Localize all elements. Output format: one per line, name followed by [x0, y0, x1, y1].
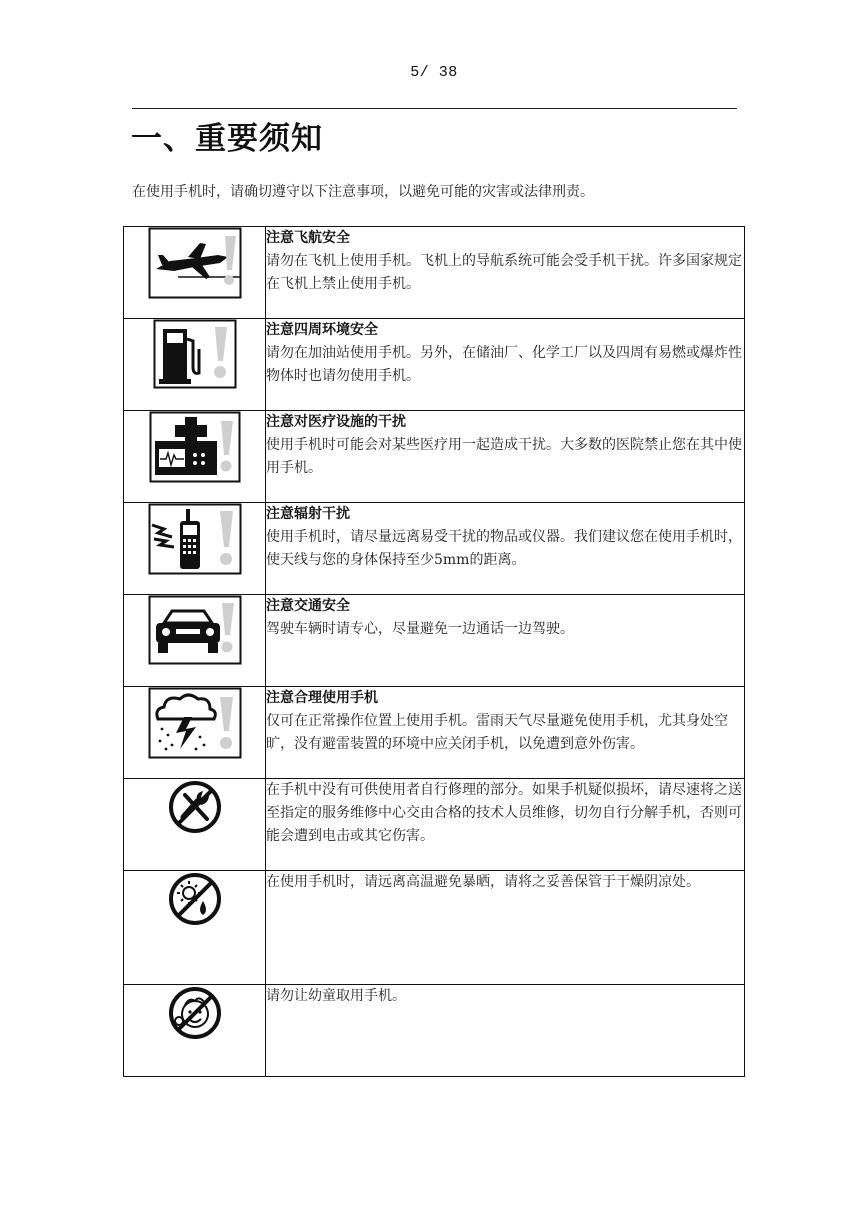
notice-body: 在手机中没有可供使用者自行修理的部分。如果手机疑似损坏，请尽速将之送至指定的服务维修中心交由合格的技术人员维修，切勿自行分解手机，否则可能会遭到电击或其它伤害。 [266, 782, 742, 844]
notice-body: 请勿让幼童取用手机。 [266, 988, 406, 1004]
notice-body: 仅可在正常操作位置上使用手机。雷雨天气尽量避免使用手机，尤其身处空旷，没有避雷装置的环境中应关闭手机，以免遭到意外伤害。 [266, 713, 728, 752]
medical-device-warning-icon [149, 411, 241, 483]
airplane-warning-icon [148, 227, 242, 299]
notice-row [124, 985, 745, 1077]
notice-body: 请勿在飞机上使用手机。飞机上的导航系统可能会受手机干扰。许多国家规定在飞机上禁止使用手机。 [266, 253, 742, 292]
no-self-repair-icon [167, 779, 223, 835]
notice-body: 使用手机时可能会对某些医疗用一起造成干扰。大多数的医院禁止您在其中使用手机。 [266, 437, 742, 476]
notice-body: 使用手机时，请尽量远离易受干扰的物品或仪器。我们建议您在使用手机时，使天线与您的身体保持至少5mm的距离。 [266, 529, 742, 568]
page-number: 5/ 38 [410, 64, 458, 81]
notice-row [124, 595, 745, 687]
notice-row [124, 411, 745, 503]
notice-body: 驾驶车辆时请专心，尽量避免一边通话一边驾驶。 [266, 621, 574, 637]
notice-row [124, 503, 745, 595]
safety-notice-table [123, 226, 745, 1077]
gas-pump-warning-icon [153, 319, 237, 389]
notice-heading: 注意飞航安全 [266, 230, 350, 246]
car-warning-icon [148, 595, 242, 665]
notice-heading: 注意辐射干扰 [266, 506, 350, 522]
no-children-icon [167, 985, 223, 1041]
no-heat-moisture-icon [167, 871, 223, 927]
radio-interference-warning-icon [148, 503, 242, 575]
notice-body: 在使用手机时，请远离高温避免暴晒，请将之妥善保管于干燥阴凉处。 [266, 874, 700, 890]
notice-row [124, 871, 745, 985]
notice-heading: 注意合理使用手机 [266, 690, 378, 706]
notice-heading: 注意对医疗设施的干扰 [266, 414, 406, 430]
notice-row [124, 227, 745, 319]
notice-row [124, 779, 745, 871]
section-intro: 在使用手机时，请确切遵守以下注意事项，以避免可能的灾害或法律刑责。 [132, 184, 594, 200]
header-divider [132, 108, 737, 109]
section-title: 一、重要须知 [131, 121, 323, 157]
notice-row [124, 687, 745, 779]
notice-row [124, 319, 745, 411]
notice-body: 请勿在加油站使用手机。另外，在储油厂、化学工厂以及四周有易燃或爆炸性物体时也请勿使用手机。 [266, 345, 742, 384]
thunderstorm-warning-icon [148, 687, 242, 759]
notice-heading: 注意四周环境安全 [266, 322, 378, 338]
notice-heading: 注意交通安全 [266, 598, 350, 614]
